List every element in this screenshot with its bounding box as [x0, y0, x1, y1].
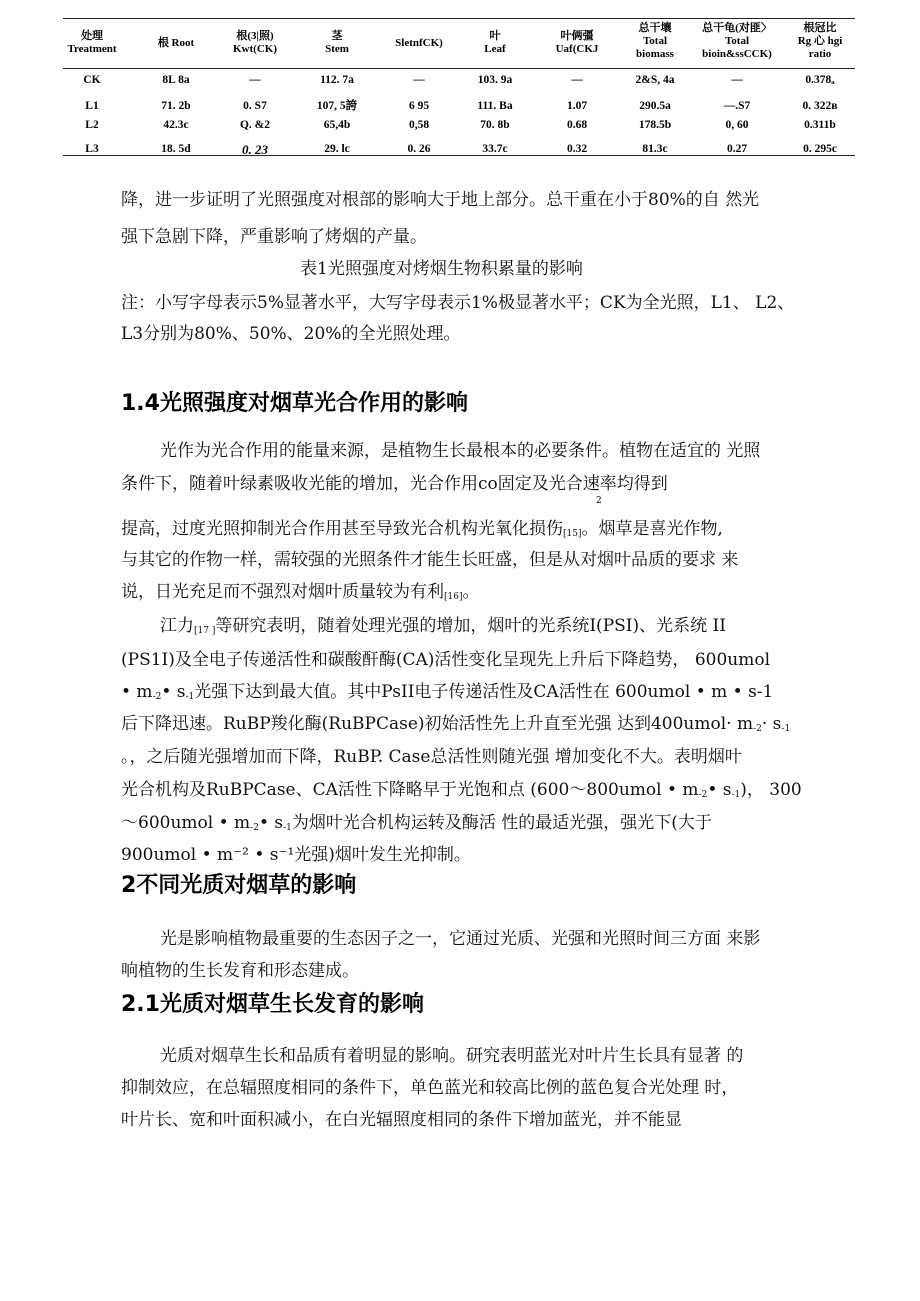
paragraph-line: 。，之后随光强增加而下降，RuBP. Case总活性则随光强 增加变化不大。表明烟叶: [121, 747, 742, 767]
paragraph-line: 〜600umol • m-2• s-1为烟叶光合机构运转及酶活 性的最适光强，强光下(大于: [121, 813, 712, 833]
table-cell: —: [731, 74, 743, 86]
table-cell: 0.32: [566, 143, 588, 155]
table-cell: 0. 322в: [802, 100, 838, 112]
table-cell: 112. 7a: [320, 74, 354, 86]
paragraph-line: 与其它的作物一样，需较强的光照条件才能生长旺盛，但是从对烟叶品质的要求 来: [121, 550, 739, 570]
table-header-cell: 总干壤 Total biomass: [636, 22, 674, 60]
paragraph-line: 叶片长、宽和叶面积减小，在白光辐照度相同的条件下增加蓝光，并不能显: [121, 1110, 682, 1130]
paragraph-line: 光是影响植物最重要的生态因子之一，它通过光质、光强和光照时间三方面 来影: [160, 929, 761, 949]
table-cell: 0. S7: [243, 100, 267, 112]
paragraph-line: 降，进一步证明了光照强度对根部的影响大于地上部分。总干重在小于80%的自 然光: [121, 190, 760, 210]
citation-ref: [16]: [444, 592, 463, 602]
table-cell: 65,4b: [323, 119, 351, 131]
table-cell: 111. Ba: [477, 100, 513, 112]
table-cell: 103. 9a: [477, 74, 513, 86]
table-cell: 2&S, 4a: [635, 74, 675, 86]
table-cell: 290.5a: [639, 100, 671, 112]
paragraph-line: 光作为光合作用的能量来源，是植物生长最根本的必要条件。植物在适宜的 光照: [160, 441, 761, 461]
table-cell: 71. 2b: [161, 100, 191, 112]
table-header-cell: 总干龟(对匪〉 Total bioin&ssCCK): [702, 22, 772, 60]
table-caption: 表1光照强度对烤烟生物积累量的影响: [300, 259, 583, 279]
table-cell: 33.7c: [482, 143, 508, 155]
paragraph-line: 响植物的生长发育和形态建成。: [121, 961, 359, 981]
table-cell: —: [413, 74, 425, 86]
table-cell: 0.378ₐ: [805, 74, 835, 86]
paragraph-line: 提高，过度光照抑制光合作用甚至导致光合机构光氧化损伤[15]。烟草是喜光作物,: [121, 519, 723, 539]
table-cell: L1: [85, 100, 99, 112]
table-header-cell: SletnfCK): [395, 37, 443, 49]
paragraph-line: 说，日光充足而不强烈对烟叶质量较为有利[16]。: [121, 582, 480, 602]
table-cell: 0. 26: [407, 143, 431, 155]
table-cell: L2: [85, 119, 99, 131]
table-cell: 0, 60: [725, 119, 749, 131]
table-cell: 81.3c: [642, 143, 668, 155]
table-cell: —.S7: [723, 100, 751, 112]
citation-ref: [15]: [563, 529, 582, 539]
section-heading: 2不同光质对烟草的影响: [121, 873, 357, 898]
table-cell: 8L 8a: [162, 74, 190, 86]
table-cell: 0,58: [408, 119, 430, 131]
paragraph-line: 光合机构及RuBPCase、CA活性下降略早于光饱和点 (600〜800umol • m-2• s-1)， 300: [121, 780, 802, 800]
table-cell: 0.27: [726, 143, 748, 155]
table-cell: 42.3c: [163, 119, 189, 131]
paragraph-line: 强下急剧下降，严重影响了烤烟的产量。: [121, 227, 427, 247]
subscript-2: 2: [596, 496, 602, 506]
paragraph-line: 条件下，随着叶绿素吸收光能的增加，光合作用co固定及光合速率均得到: [121, 474, 668, 494]
section-heading: 1.4光照强度对烟草光合作用的影响: [121, 391, 468, 416]
table-cell: 1.07: [566, 100, 588, 112]
paragraph-line: 900umol • m⁻² • s⁻¹光强)烟叶发生光抑制。: [121, 845, 471, 865]
table-header-cell: 叶俩彊 Uaf(CKJ: [555, 30, 599, 55]
table-cell: 6 95: [408, 100, 430, 112]
paragraph-line: 光质对烟草生长和品质有着明显的影响。研究表明蓝光对叶片生长具有显著 的: [160, 1046, 744, 1066]
paragraph-line: 后下降迅速。RuBP羧化酶(RuBPCase)初始活性先上升直至光强 达到400umol· m-2· s-1: [121, 714, 791, 734]
table-cell: 0.68: [566, 119, 588, 131]
table-cell: 0. 23: [242, 142, 268, 157]
table-cell: 29. lc: [324, 143, 350, 155]
table-header-cell: 根 Root: [157, 37, 195, 49]
table-cell: 0.311b: [804, 119, 836, 131]
section-heading: 2.1光质对烟草生长发育的影响: [121, 992, 424, 1017]
table-note: L3分别为80%、50%、20%的全光照处理。: [121, 324, 461, 344]
table-cell: 178.5b: [638, 119, 672, 131]
citation-ref: [17 ]: [194, 626, 216, 636]
table-header-cell: 处理 Treatment: [67, 30, 117, 55]
table-cell: L3: [85, 143, 99, 155]
paragraph-line: 江力[17 ]等研究表明，随着处理光强的增加，烟叶的光系统I(PSI)、光系统 II: [160, 616, 726, 636]
table-note: 注：小写字母表示5%显著水平，大写字母表示1%极显著水平；CK为全光照，L1、 L2、: [121, 293, 795, 313]
table-cell: 0. 295c: [803, 143, 837, 155]
table-header-rule: [63, 68, 855, 69]
table-cell: 18. 5d: [161, 143, 191, 155]
paragraph-line: (PS1I)及全电子传递活性和碳酸酐酶(CA)活性变化呈现先上升后下降趋势， 600umol: [121, 650, 771, 670]
table-top-rule: [63, 18, 855, 19]
table-cell: Q. &2: [239, 119, 271, 131]
table-cell: CK: [83, 74, 101, 86]
table-header-cell: 根(3|照) Kwt(CK): [233, 30, 277, 55]
table-cell: 107, 5誇: [316, 100, 358, 112]
table-cell: —: [249, 74, 261, 86]
table-cell: —: [571, 74, 583, 86]
table-header-cell: 叶 Leaf: [484, 30, 506, 55]
table-header-cell: 茎 Stem: [325, 30, 349, 55]
paragraph-line: 抑制效应，在总辐照度相同的条件下，单色蓝光和较高比例的蓝色复合光处理 时，: [121, 1078, 739, 1098]
table-header-cell: 根冠比 Rg 心 hgi ratio: [797, 22, 843, 60]
paragraph-line: • m-2• s-1光强下达到最大值。其中PsII电子传递活性及CA活性在 600umol • m • s-1: [121, 682, 774, 702]
table-cell: 70. 8b: [480, 119, 510, 131]
